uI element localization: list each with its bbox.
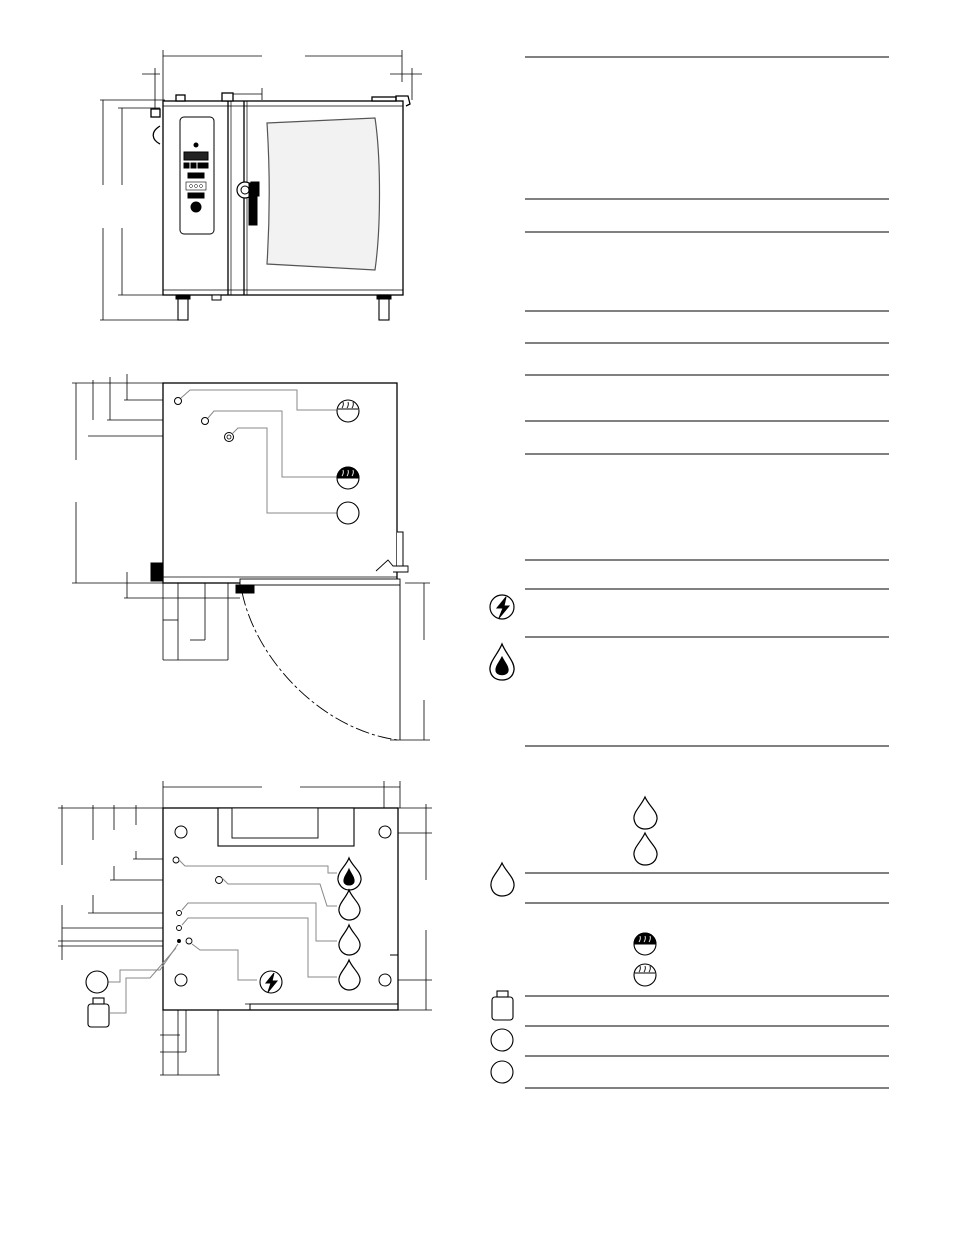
- water-drop-icon: [339, 890, 360, 990]
- drain-hot-icon: [337, 400, 359, 422]
- door-swing: [242, 583, 430, 740]
- legend-blank-circle-icon-2: [491, 1061, 513, 1083]
- legend-blank-circle-icon-1: [491, 1029, 513, 1051]
- rear-right-dimensions: [395, 804, 432, 1010]
- oven-feet: [176, 295, 391, 320]
- plan-body: [163, 383, 397, 583]
- drain-cold-icon: [337, 467, 359, 489]
- blank-circle-icon: [337, 502, 359, 524]
- legend-drain-hot-icon: [634, 964, 656, 986]
- control-panel: [180, 117, 214, 234]
- legend-water-drop-icon: [491, 797, 657, 896]
- spec-table: [525, 57, 889, 1088]
- legend-electrical-bolt-icon: [490, 595, 514, 619]
- top-plan-view: [72, 374, 430, 740]
- rear-width-dimension: [163, 781, 400, 808]
- door-window: [267, 118, 380, 270]
- front-elevation-view: [100, 50, 422, 320]
- plan-side-fitting: [151, 563, 163, 581]
- legend-detergent-container-icon: [492, 991, 513, 1020]
- rear-connections-view: [58, 781, 432, 1075]
- blank-circle-icon: [86, 971, 108, 993]
- detergent-container-icon: [88, 998, 109, 1027]
- legend-drain-cold-icon: [634, 933, 656, 955]
- legend-gas-flame-icon: [490, 644, 514, 680]
- electrical-bolt-icon: [260, 971, 282, 993]
